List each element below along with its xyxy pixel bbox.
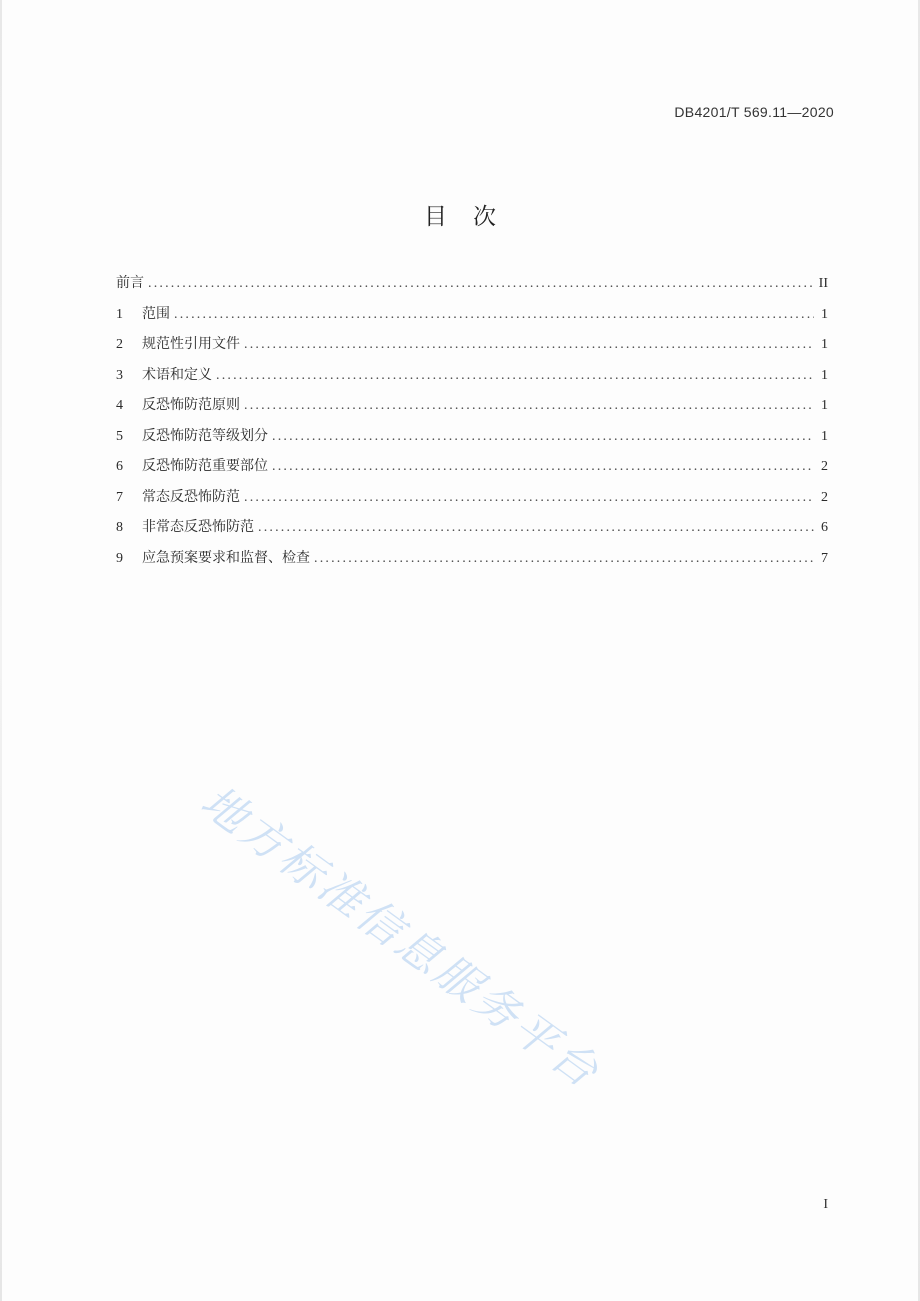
toc-entry-1[interactable] <box>116 303 828 334</box>
toc-dot-leader <box>244 490 814 506</box>
toc-entry-7[interactable] <box>116 486 828 517</box>
toc-entry-5[interactable] <box>116 425 828 456</box>
toc-entry-4[interactable] <box>116 394 828 425</box>
toc-entry-label: 反恐怖防范重要部位 <box>142 458 268 474</box>
toc-entry-label: 术语和定义 <box>142 366 212 383</box>
toc-entry-page: 6 <box>821 520 828 535</box>
toc-entry-page: II <box>818 276 828 291</box>
toc-dot-leader <box>272 459 814 475</box>
toc-entry-9[interactable] <box>116 547 828 578</box>
scan-edge-left <box>0 0 2 1301</box>
toc-entry-3[interactable] <box>116 364 828 395</box>
toc-entry-number: 1 <box>116 306 123 322</box>
toc-dot-leader <box>272 429 814 445</box>
toc-entry-label: 非常态反恐怖防范 <box>142 519 254 535</box>
toc-entry-label: 应急预案要求和监督、检查 <box>142 549 310 566</box>
toc-entry-number: 3 <box>116 367 123 383</box>
toc-entry-label: 反恐怖防范原则 <box>142 397 240 413</box>
toc-entry-number: 5 <box>116 428 123 444</box>
toc-entry-number: 2 <box>116 337 123 352</box>
toc-dot-leader <box>314 551 814 567</box>
toc-dot-leader <box>258 520 814 536</box>
toc-entry-label: 规范性引用文件 <box>142 336 240 352</box>
toc-entry-number: 6 <box>116 459 123 474</box>
toc-entry-6[interactable] <box>116 455 828 486</box>
toc-dot-leader <box>216 368 814 384</box>
page-number: I <box>823 1197 828 1212</box>
toc-entry-page: 2 <box>821 489 828 505</box>
toc-entry-number: 8 <box>116 520 123 535</box>
toc-entry-page: 1 <box>821 428 828 444</box>
document-code: DB4201/T 569.11—2020 <box>674 104 834 120</box>
table-of-contents <box>116 272 828 577</box>
toc-entry-page: 7 <box>821 550 828 566</box>
toc-entry-8[interactable] <box>116 516 828 547</box>
toc-dot-leader <box>244 398 814 414</box>
toc-entry-number: 4 <box>116 398 123 413</box>
toc-dot-leader <box>244 337 814 353</box>
toc-entry-page: 2 <box>821 459 828 474</box>
toc-entry-2[interactable] <box>116 333 828 364</box>
toc-dot-leader <box>174 307 814 323</box>
toc-dot-leader <box>148 276 814 292</box>
toc-entry-label: 反恐怖防范等级划分 <box>142 427 268 444</box>
toc-entry-page: 1 <box>821 306 828 322</box>
toc-entry-number: 9 <box>116 550 123 566</box>
toc-entry-foreword[interactable] <box>116 272 828 303</box>
toc-entry-number: 7 <box>116 489 123 505</box>
watermark-stamp: 地方标准信息服务平台 <box>191 775 610 1100</box>
toc-title: 目次 <box>424 204 522 230</box>
toc-entry-label: 常态反恐怖防范 <box>142 488 240 505</box>
toc-entry-page: 1 <box>821 367 828 383</box>
toc-entry-label: 前言 <box>116 275 144 291</box>
toc-entry-page: 1 <box>821 337 828 352</box>
toc-entry-label: 范围 <box>142 305 170 322</box>
toc-entry-page: 1 <box>821 398 828 413</box>
